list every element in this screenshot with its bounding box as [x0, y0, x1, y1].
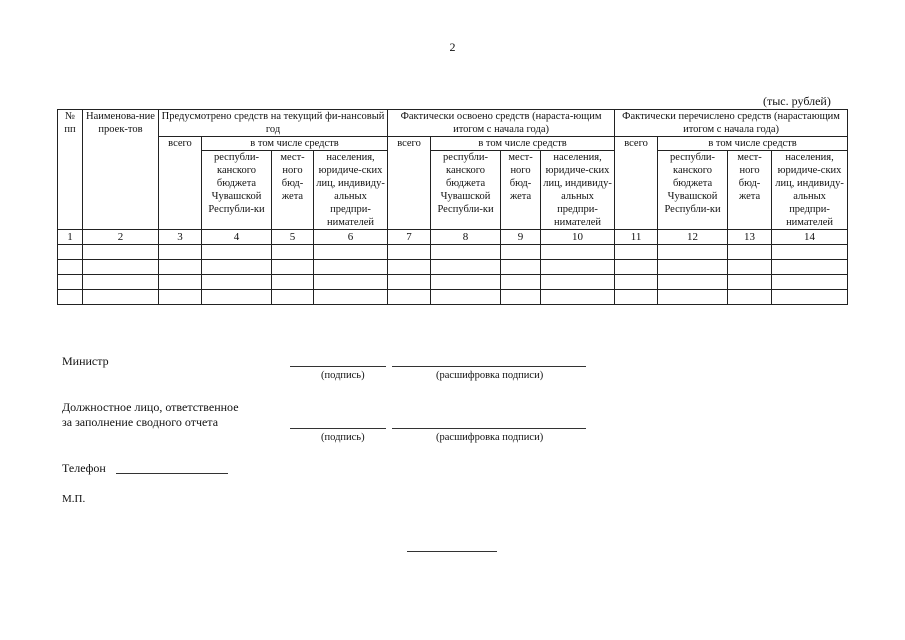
header-republic-budget: республи-канского бюджета Чувашской Республи-ки: [202, 151, 272, 230]
table-row: [58, 290, 848, 305]
table-row: [58, 245, 848, 260]
header-group-used: Фактически освоено средств (нараста-ющим итогом с начала года): [388, 110, 615, 137]
column-number: 9: [501, 230, 541, 245]
phone-line: [116, 473, 228, 474]
column-number: 4: [202, 230, 272, 245]
header-republic-budget: республи-канского бюджета Чувашской Республи-ки: [431, 151, 501, 230]
column-number: 7: [388, 230, 431, 245]
column-number: 1: [58, 230, 83, 245]
header-including: в том числе средств: [658, 137, 848, 151]
header-population-funds: населения, юридиче-ских лиц, индивиду-альных предпри-нимателей: [314, 151, 388, 230]
header-project-name: Наименова-ние проек-тов: [83, 110, 159, 230]
report-table: [57, 109, 848, 305]
header-local-budget: мест-ного бюд-жета: [728, 151, 772, 230]
signature-caption: (подпись): [321, 370, 365, 381]
phone-label: Телефон: [62, 461, 106, 475]
column-number: 13: [728, 230, 772, 245]
table-row: [58, 275, 848, 290]
header-population-funds: населения, юридиче-ских лиц, индивиду-альных предпри-нимателей: [541, 151, 615, 230]
header-republic-budget: республи-канского бюджета Чувашской Республи-ки: [658, 151, 728, 230]
minister-signature-line: [290, 366, 386, 367]
column-number-row: [58, 230, 848, 245]
official-label-line2: за заполнение сводного отчета: [62, 415, 219, 429]
official-signature-line: [290, 428, 386, 429]
decode-caption: (расшифровка подписи): [436, 432, 544, 443]
column-number: 12: [658, 230, 728, 245]
header-including: в том числе средств: [431, 137, 615, 151]
header-group-transferred: Фактически перечислено средств (нарастающим итогом с начала года): [615, 110, 848, 137]
column-number: 11: [615, 230, 658, 245]
column-number: 10: [541, 230, 615, 245]
decode-caption: (расшифровка подписи): [436, 370, 544, 381]
minister-label: Министр: [62, 354, 109, 368]
header-population-funds: населения, юридиче-ских лиц, индивиду-альных предпри-нимателей: [772, 151, 848, 230]
header-total: всего: [159, 137, 202, 230]
official-decode-line: [392, 428, 586, 429]
units-label: (тыс. рублей): [763, 94, 831, 108]
header-local-budget: мест-ного бюд-жета: [272, 151, 314, 230]
header-local-budget: мест-ного бюд-жета: [501, 151, 541, 230]
table-row: [58, 260, 848, 275]
header-total: всего: [388, 137, 431, 230]
column-number: 3: [159, 230, 202, 245]
column-number: 14: [772, 230, 848, 245]
stamp-label: М.П.: [62, 493, 86, 505]
page-number: 2: [449, 40, 456, 54]
official-label-line1: Должностное лицо, ответственное: [62, 400, 239, 414]
minister-decode-line: [392, 366, 586, 367]
column-number: 6: [314, 230, 388, 245]
header-including: в том числе средств: [202, 137, 388, 151]
signature-caption: (подпись): [321, 432, 365, 443]
column-number: 2: [83, 230, 159, 245]
header-number: № пп: [58, 110, 83, 230]
column-number: 8: [431, 230, 501, 245]
header-total: всего: [615, 137, 658, 230]
column-number: 5: [272, 230, 314, 245]
bottom-separator-line: [407, 551, 497, 552]
header-group-planned: Предусмотрено средств на текущий фи-нансовый год: [159, 110, 388, 137]
